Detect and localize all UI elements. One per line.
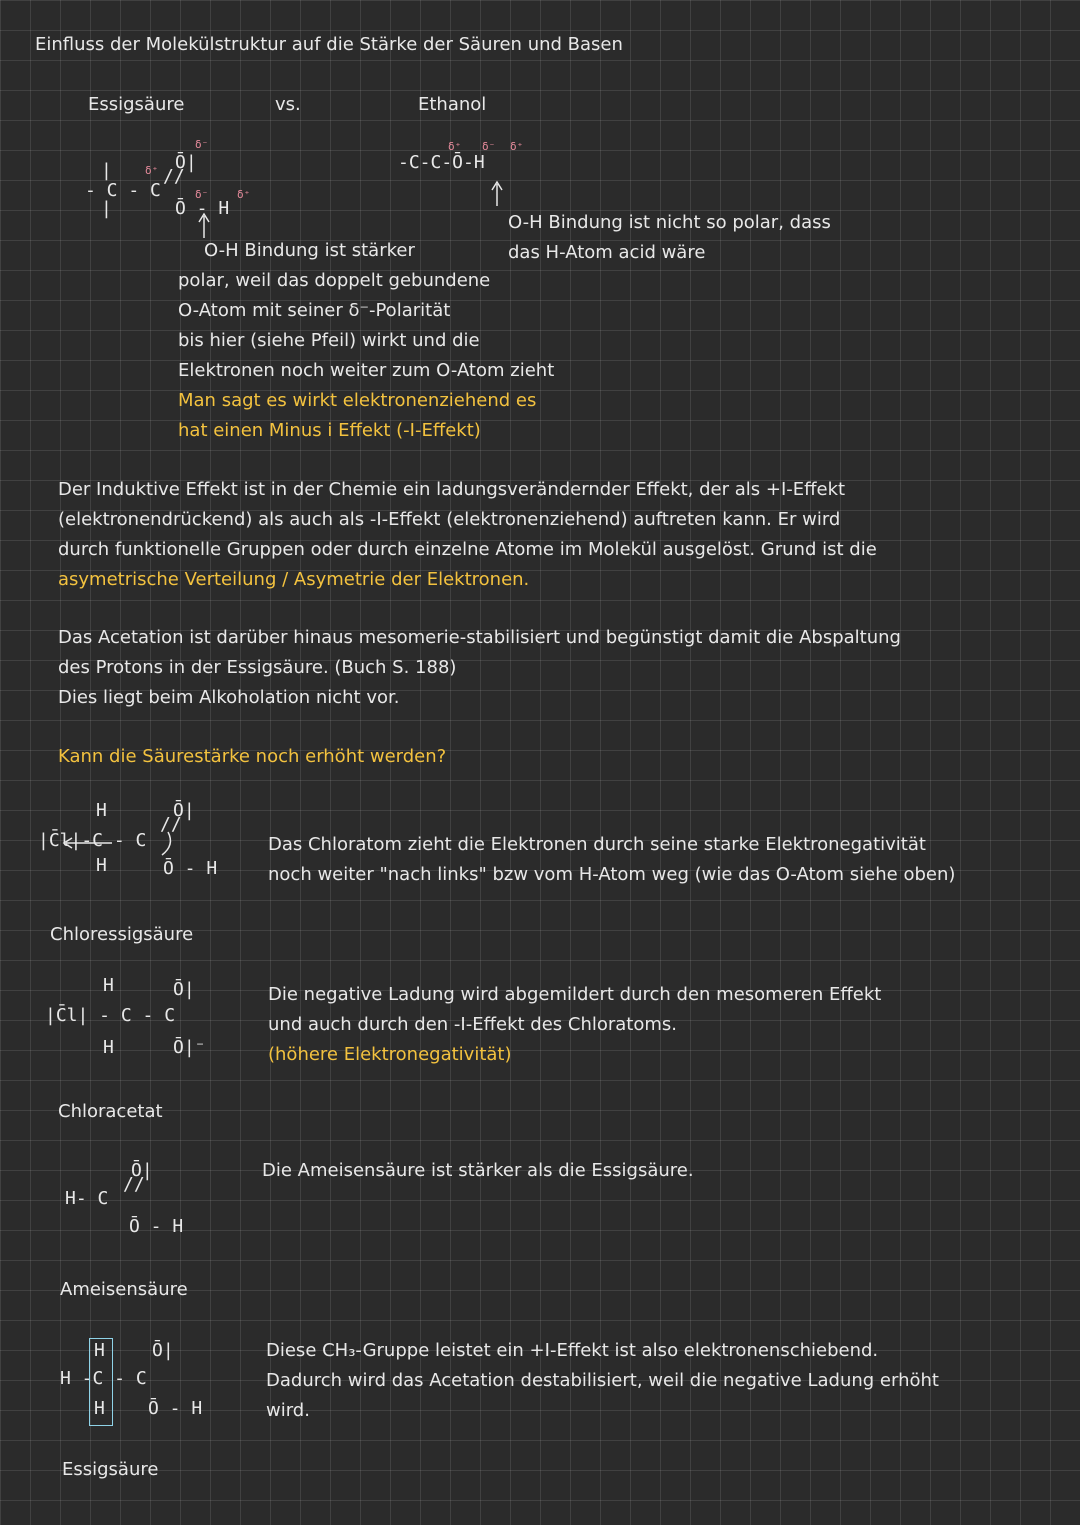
note-left-line-2: polar, weil das doppelt gebundene (178, 270, 491, 291)
acetic-acid-structure-2: H H -C - C H Ō| Ō - H (60, 1340, 203, 1419)
acetic-text-line-3: wird. (266, 1400, 310, 1421)
chloroacetate-text-line-2: und auch durch den -I-Effekt des Chloratoms. (268, 1014, 677, 1035)
chloroacetic-acid-structure: H |C̄l|-C - C H Ō| // Ō - H (38, 800, 218, 879)
chloroacetate-text-line-1: Die negative Ladung wird abgemildert durch den mesomeren Effekt (268, 984, 882, 1005)
inductive-line-1: Der Induktive Effekt ist in der Chemie ein ladungsverändernder Effekt, der als +I-Effekt (58, 479, 846, 500)
page-title: Einfluss der Molekülstruktur auf die Stärke der Säuren und Basen (35, 34, 623, 55)
acetic-text-line-2: Dadurch wird das Acetation destabilisiert, weil die negative Ladung erhöht (266, 1370, 939, 1391)
acetic-acid-structure: - C - C | | Ō| // Ō - H δ⁺ δ⁻ δ⁻ δ⁺ (85, 138, 251, 219)
label-essigsaeure-2: Essigsäure (62, 1459, 159, 1480)
note-left-line-1: O-H Bindung ist stärker (204, 240, 415, 261)
label-ethanol: Ethanol (418, 94, 487, 115)
chloroacetate-text-line-3: (höhere Elektronegativität) (268, 1044, 512, 1065)
chloroacetate-structure: H |C̄l| - C - C H Ō| Ō|⁻ (45, 975, 206, 1058)
formic-text: Die Ameisensäure ist stärker als die Essigsäure. (262, 1160, 694, 1181)
note-left-line-7: hat einen Minus i Effekt (-I-Effekt) (178, 420, 481, 441)
inductive-line-3: durch funktionelle Gruppen oder durch einzelne Atome im Molekül ausgelöst. Grund ist die (58, 539, 877, 560)
label-chloracetat: Chloracetat (58, 1101, 163, 1122)
acetate-line-3: Dies liegt beim Alkoholation nicht vor. (58, 687, 400, 708)
note-right-line-2: das H-Atom acid wäre (508, 242, 706, 263)
inductive-line-4: asymetrische Verteilung / Asymetrie der Elektronen. (58, 569, 530, 590)
note-left-line-3: O-Atom mit seiner δ⁻-Polarität (178, 300, 451, 321)
label-ameisensaeure: Ameisensäure (60, 1279, 188, 1300)
acetate-line-1: Das Acetation ist darüber hinaus mesomerie-stabilisiert und begünstigt damit die Abspaltung (58, 627, 901, 648)
note-left-line-6: Man sagt es wirkt elektronenziehend es (178, 390, 537, 411)
label-essigsaeure: Essigsäure (88, 94, 185, 115)
ch3-group-box (89, 1338, 113, 1426)
question: Kann die Säurestärke noch erhöht werden? (58, 746, 447, 767)
acetic-text-line-1: Diese CH₃-Gruppe leistet ein +I-Effekt ist also elektronenschiebend. (266, 1340, 879, 1361)
formic-acid-structure: Ō| H- C // Ō - H (65, 1160, 184, 1237)
note-left-line-4: bis hier (siehe Pfeil) wirkt und die (178, 330, 480, 351)
chloro-text-line-1: Das Chloratom zieht die Elektronen durch seine starke Elektronegativität (268, 834, 926, 855)
inductive-line-2: (elektronendrückend) als auch als -I-Effekt (elektronenziehend) auftreten kann. Er wird (58, 509, 841, 530)
chloro-text-line-2: noch weiter "nach links" bzw vom H-Atom weg (wie das O-Atom siehe oben) (268, 864, 956, 885)
note-left-line-5: Elektronen noch weiter zum O-Atom zieht (178, 360, 555, 381)
acetate-line-2: des Protons in der Essigsäure. (Buch S. 188) (58, 657, 457, 678)
ethanol-structure: -C-C-Ō-H δ⁺ δ⁻ δ⁺ (398, 140, 524, 173)
note-right-line-1: O-H Bindung ist nicht so polar, dass (508, 212, 831, 233)
label-chloressigsaeure: Chloressigsäure (50, 924, 194, 945)
label-vs: vs. (275, 94, 301, 115)
